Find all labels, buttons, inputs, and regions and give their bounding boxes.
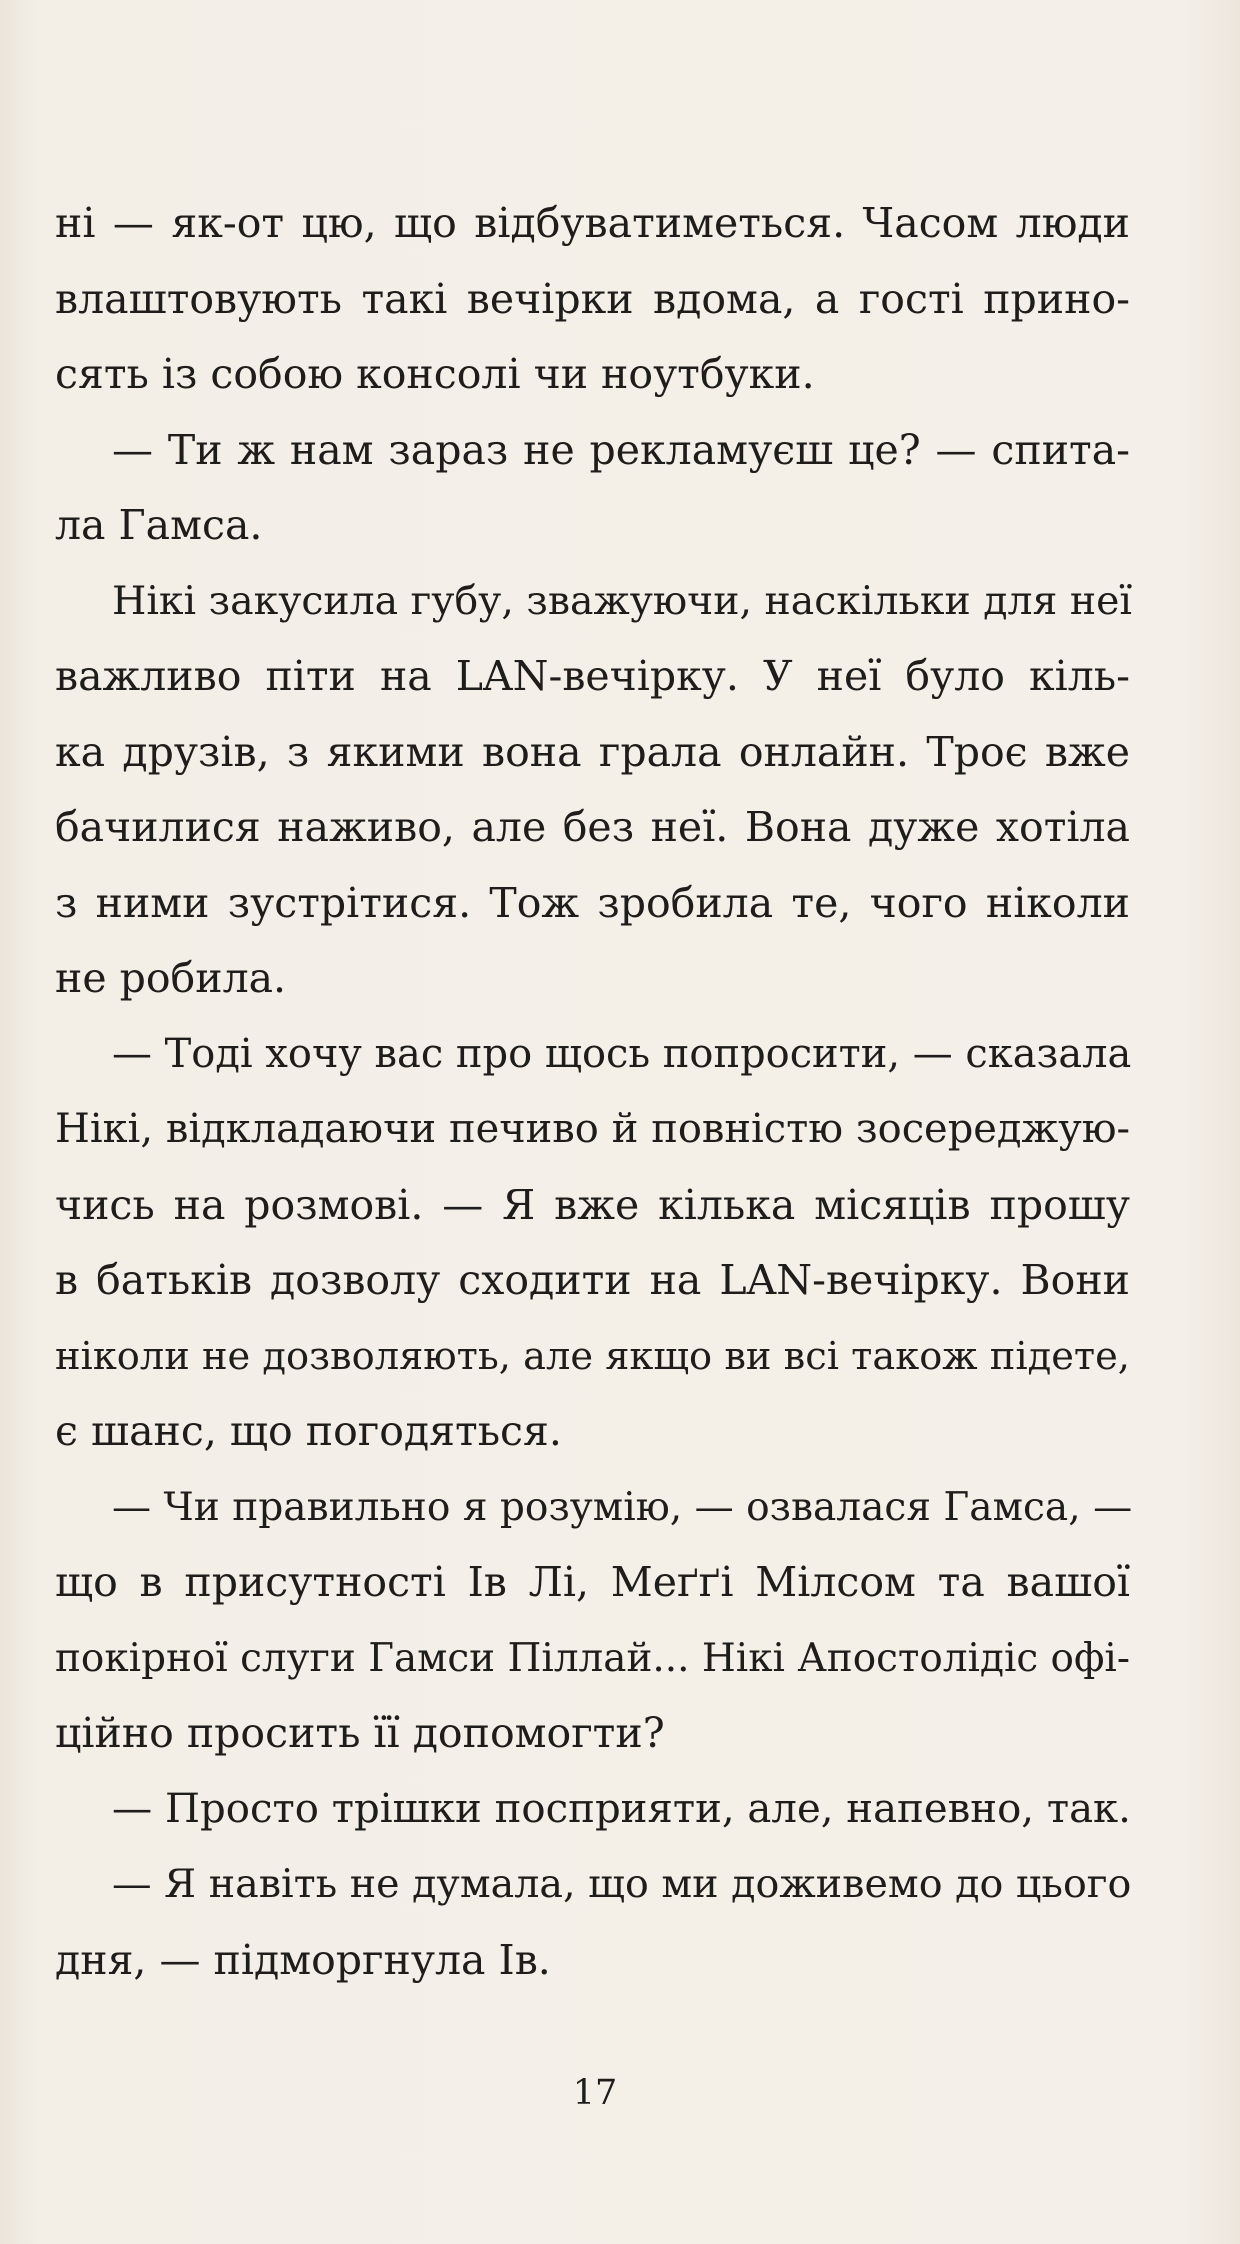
- text-line: бачилися наживо, але без неї. Вона дуже хотіла: [55, 803, 1130, 851]
- text-line: з ними зустрітися. Тож зробила те, чого ніколи: [55, 878, 1130, 927]
- text-line: Нікі, відкладаючи печиво й повністю зосереджую-: [55, 1106, 1130, 1152]
- text-line: — Чи правильно я розумію, — озвалася Гамса, —: [112, 1484, 1133, 1530]
- text-line: ційно просить її допомогти?: [55, 1709, 665, 1757]
- text-line: ла Гамса.: [55, 501, 263, 549]
- text-line: сять із собою консолі чи ноутбуки.: [55, 350, 815, 398]
- text-line: є шанс, що погодяться.: [55, 1407, 562, 1455]
- page-number: 17: [572, 2073, 618, 2113]
- text-line: — Тоді хочу вас про щось попросити, — сказала: [112, 1030, 1132, 1077]
- text-line: дня, — підморгнула Ів.: [55, 1935, 551, 1984]
- text-line: не робила.: [55, 954, 287, 1002]
- text-line: — Я навіть не думала, що ми доживемо до цього: [112, 1861, 1132, 1907]
- text-line: чись на розмові. — Я вже кілька місяців прошу: [55, 1180, 1130, 1229]
- text-lines: [55, 186, 1133, 1998]
- text-line: ніколи не дозволяють, але якщо ви всі також підете,: [55, 1333, 1130, 1379]
- text-line: — Просто трішки посприяти, але, напевно, так.: [112, 1785, 1131, 1832]
- text-line: ні — як-от цю, що відбуватиметься. Часом люди: [55, 199, 1130, 247]
- text-line: що в присутності Ів Лі, Меґґі Мілсом та вашої: [55, 1558, 1130, 1606]
- body-text: [55, 186, 1133, 1998]
- text-line: в батьків дозволу сходити на LAN-вечірку. Вони: [55, 1256, 1130, 1304]
- text-line: влаштовують такі вечірки вдома, а гості прино-: [55, 274, 1130, 323]
- text-line: — Ти ж нам зараз не рекламуєш це? — спита-: [112, 425, 1130, 474]
- text-line: покірної слуги Гамси Піллай... Нікі Апостолідіс офі-: [55, 1635, 1130, 1681]
- text-line: Нікі закусила губу, зважуючи, наскільки для неї: [112, 577, 1133, 624]
- text-line: важливо піти на LAN-вечірку. У неї було кіль-: [55, 652, 1130, 700]
- text-line: ка друзів, з якими вона грала онлайн. Троє вже: [55, 727, 1130, 776]
